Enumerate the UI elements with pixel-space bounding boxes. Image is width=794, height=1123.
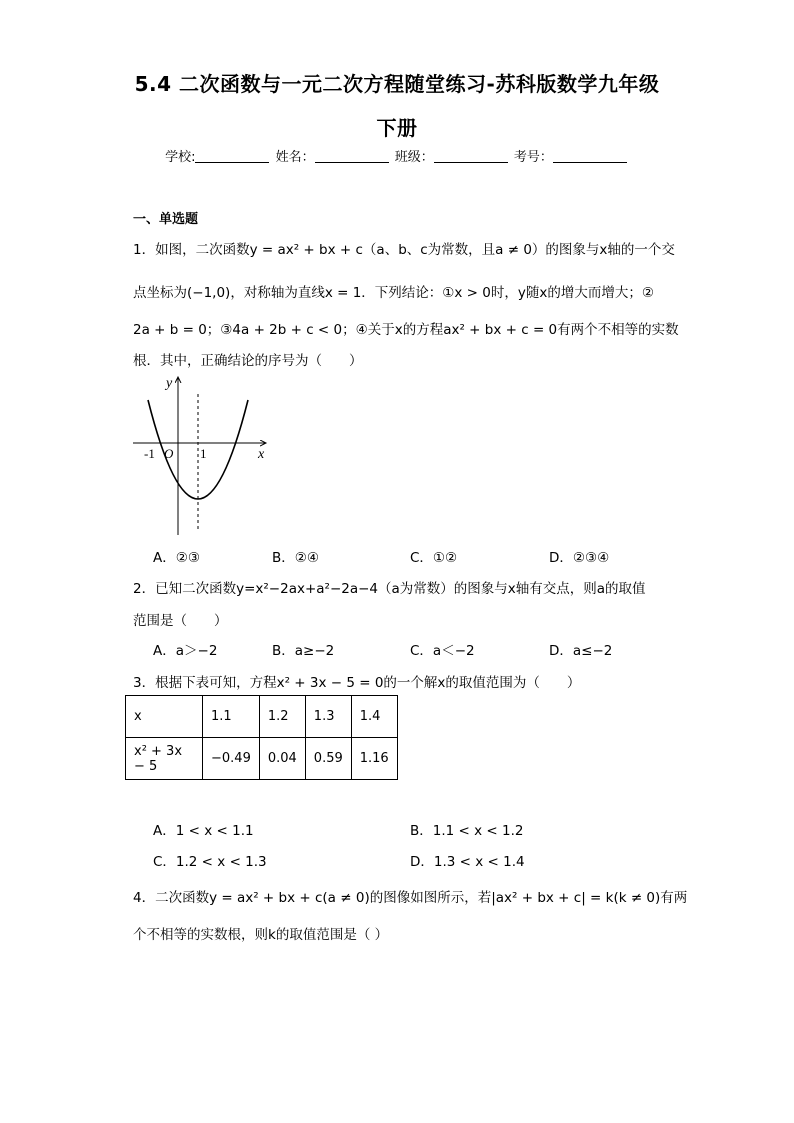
q2-option-c[interactable]: C．a＜−2 (410, 643, 475, 659)
number-blank[interactable] (553, 149, 627, 163)
q1-option-c[interactable]: C．①② (410, 550, 458, 566)
x-axis-label: x (258, 447, 265, 462)
q1-line-3: 2a + b = 0；③4a + 2b + c < 0；④关于x的方程ax² + bx + c = 0有两个不相等的实数 (133, 322, 679, 338)
q4-line-1: 4．二次函数y = ax² + bx + c(a ≠ 0)的图像如图所示，若|ax² + bx + c| = k(k ≠ 0)有两 (133, 890, 688, 906)
school-label: 学校: (165, 150, 196, 165)
q2-option-b[interactable]: B．a≥−2 (272, 643, 335, 659)
q2-line-1: 2．已知二次函数y=x²−2ax+a²−2a−4（a为常数）的图象与x轴有交点，则a的取值 (133, 581, 646, 597)
table-row (126, 738, 398, 780)
q2-option-d[interactable]: D．a≤−2 (549, 643, 613, 659)
tick-one: 1 (200, 446, 207, 461)
q1-line-1: 1．如图，二次函数y = ax² + bx + c（a、b、c为常数，且a ≠ 0）的图象与x轴的一个交 (133, 242, 675, 258)
q3-line-1: 3．根据下表可知，方程x² + 3x − 5 = 0的一个解x的取值范围为（ ） (133, 675, 581, 691)
title-line-1: 5.4 二次函数与一元二次方程随堂练习-苏科版数学九年级 (134, 72, 660, 96)
table-cell: x² + 3x − 5 (126, 738, 203, 780)
value-table (125, 695, 398, 780)
q3-option-c[interactable]: C．1.2 < x < 1.3 (153, 854, 267, 870)
class-label: 班级： (394, 150, 434, 165)
q1-option-a[interactable]: A．②③ (153, 550, 200, 566)
q3-option-b[interactable]: B．1.1 < x < 1.2 (410, 823, 524, 839)
class-blank[interactable] (434, 149, 508, 163)
title-line-2: 下册 (376, 116, 418, 140)
q4-line-2: 个不相等的实数根，则k的取值范围是（ ） (133, 927, 389, 943)
q3-option-a[interactable]: A．1 < x < 1.1 (153, 823, 254, 839)
q1-option-b[interactable]: B．②④ (272, 550, 319, 566)
table-cell: 1.4 (351, 696, 397, 738)
q2-option-a[interactable]: A．a＞−2 (153, 643, 218, 659)
q3-option-d[interactable]: D．1.3 < x < 1.4 (410, 854, 525, 870)
origin-label: O (164, 446, 174, 461)
student-info-row (0, 146, 794, 165)
table-cell: x (126, 696, 203, 738)
table-row (126, 696, 398, 738)
table-cell: 1.2 (259, 696, 305, 738)
parabola-graph (128, 372, 278, 537)
number-label: 考号： (513, 150, 553, 165)
y-axis-label: y (166, 376, 173, 391)
table-cell: 1.1 (203, 696, 260, 738)
q1-line-4: 根．其中，正确结论的序号为（ ） (133, 353, 363, 369)
table-cell: 0.04 (259, 738, 305, 780)
tick-neg-one: -1 (144, 446, 155, 461)
table-cell: 1.16 (351, 738, 397, 780)
q2-line-2: 范围是（ ） (133, 613, 228, 629)
school-blank[interactable] (195, 149, 269, 163)
q1-option-d[interactable]: D．②③④ (549, 550, 610, 566)
name-blank[interactable] (315, 149, 389, 163)
table-cell: 0.59 (305, 738, 351, 780)
table-cell: −0.49 (203, 738, 260, 780)
table-cell: 1.3 (305, 696, 351, 738)
q1-line-2: 点坐标为(−1,0)，对称轴为直线x = 1．下列结论：①x > 0时，y随x的增大而增大；② (133, 285, 654, 301)
name-label: 姓名： (275, 150, 315, 165)
section-heading: 一、单选题 (133, 212, 199, 227)
